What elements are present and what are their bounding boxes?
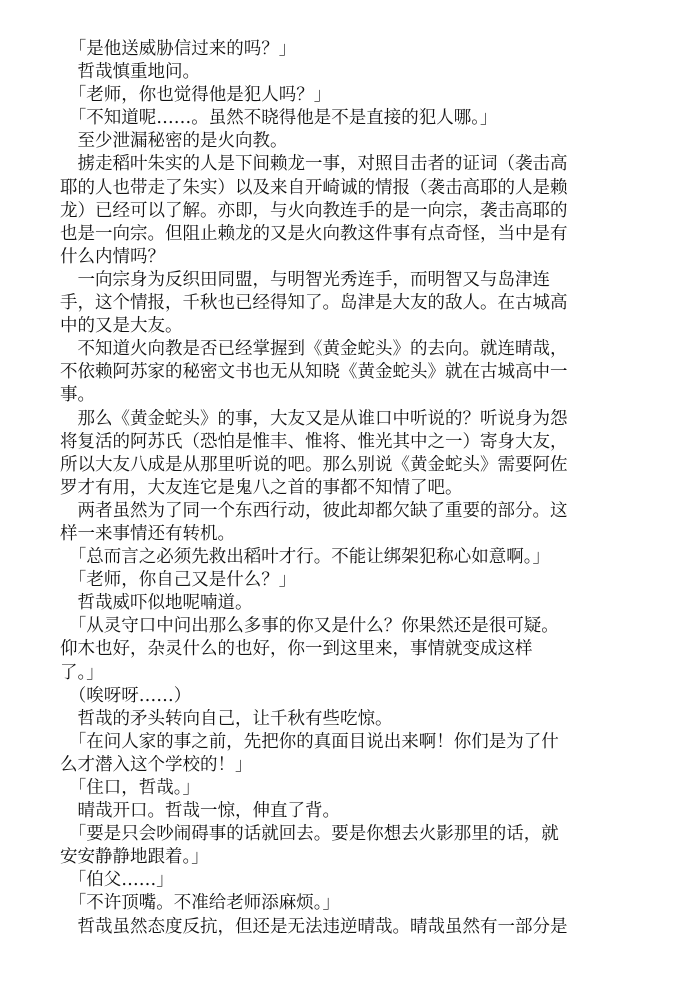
text-line: 将复活的阿苏氏（恐怕是惟丰、惟将、惟光其中之一）寄身大友， <box>60 431 568 452</box>
text-line: 一向宗身为反织田同盟，与明智光秀连手，而明智又与岛津连 <box>60 269 550 290</box>
text-line: 掳走稻叶朱实的人是下间赖龙一事，对照目击者的证词（袭击高 <box>60 154 568 175</box>
body-paragraph <box>60 38 635 61</box>
text-line: 罗才有用，大友连它是鬼八之首的事都不知情了吧。 <box>60 477 463 498</box>
text-line: 「老师，你也觉得他是犯人吗？」 <box>60 85 332 106</box>
body-paragraph <box>60 84 635 107</box>
text-line: 哲哉慎重地问。 <box>60 62 200 83</box>
text-line: 两者虽然为了同一个东西行动，彼此却都欠缺了重要的部分。这 <box>60 500 568 521</box>
body-paragraph <box>60 130 635 153</box>
text-line: 晴哉开口。哲哉一惊，伸直了背。 <box>60 801 340 822</box>
body-paragraph <box>60 615 635 684</box>
text-line: 不知道火向教是否已经掌握到《黄金蛇头》的去向。就连晴哉， <box>60 339 568 360</box>
body-paragraph <box>60 731 635 777</box>
text-line: 「住口，哲哉。」 <box>60 778 200 798</box>
text-line: 安安静静地跟着。」 <box>60 847 209 868</box>
text-line: 手，这个情报，千秋也已经得知了。岛津是大友的敌人。在古城高 <box>60 293 568 314</box>
body-paragraph <box>60 823 635 869</box>
body-paragraph <box>60 569 635 592</box>
text-line: 不依赖阿苏家的秘密文书也无从知晓《黄金蛇头》就在古城高中一 <box>60 362 568 383</box>
text-line: 「从灵守口中问出那么多事的你又是什么？你果然还是很可疑。 <box>60 616 559 637</box>
body-paragraph <box>60 153 635 268</box>
body-paragraph <box>60 107 635 130</box>
text-line: 「是他送威胁信过来的吗？」 <box>60 39 297 59</box>
text-line: 中的又是大友。 <box>60 316 183 337</box>
body-paragraph <box>60 269 635 338</box>
text-line: （唉呀呀……） <box>60 685 192 706</box>
text-line: 耶的人也带走了朱实）以及来自开崎诚的情报（袭击高耶的人是赖 <box>60 177 568 198</box>
text-line: 「不知道呢……。虽然不晓得他是不是直接的犯人哪。」 <box>60 108 498 129</box>
body-paragraph <box>60 685 635 708</box>
body-paragraph <box>60 869 635 892</box>
body-paragraph <box>60 61 635 84</box>
body-paragraph <box>60 892 635 915</box>
text-line: 仰木也好，杂灵什么的也好，你一到这里来，事情就变成这样 <box>60 639 533 660</box>
body-paragraph <box>60 800 635 823</box>
body-paragraph <box>60 708 635 731</box>
text-line: 什么内情吗？ <box>60 246 165 267</box>
text-line: 至少泄漏秘密的是火向教。 <box>60 131 288 152</box>
body-paragraph <box>60 777 635 800</box>
text-line: 龙）已经可以了解。亦即，与火向教连手的是一向宗，袭击高耶的 <box>60 200 568 221</box>
text-line: 样一来事情还有转机。 <box>60 523 235 544</box>
text-line: 「总而言之必须先救出稻叶才行。不能让绑架犯称心如意啊。」 <box>60 547 550 568</box>
body-paragraph <box>60 916 635 939</box>
text-line: 哲哉威吓似地呢喃道。 <box>60 593 253 614</box>
body-paragraph <box>60 500 635 546</box>
body-paragraph <box>60 338 635 407</box>
text-line: 了。」 <box>60 662 104 683</box>
text-line: 「老师，你自己又是什么？」 <box>60 570 297 591</box>
document-page <box>60 38 635 939</box>
body-paragraph <box>60 546 635 569</box>
text-line: 「不许顶嘴。不准给老师添麻烦。」 <box>60 893 340 914</box>
text-line: 那么《黄金蛇头》的事，大友又是从谁口中听说的？听说身为怨 <box>60 408 568 429</box>
text-line: 哲哉的矛头转向自己，让千秋有些吃惊。 <box>60 708 393 729</box>
text-line: 哲哉虽然态度反抗，但还是无法违逆晴哉。晴哉虽然有一部分是 <box>60 916 568 937</box>
text-line: 所以大友八成是从那里听说的吧。那么别说《黄金蛇头》需要阿佐 <box>60 454 568 475</box>
text-line: 事。 <box>60 385 95 406</box>
text-line: 「在问人家的事之前，先把你的真面目说出来啊！你们是为了什 <box>60 731 559 752</box>
body-paragraph <box>60 592 635 615</box>
text-line: 也是一向宗。但阻止赖龙的又是火向教这件事有点奇怪，当中是有 <box>60 223 568 244</box>
text-line: 「要是只会吵闹碍事的话就回去。要是你想去火影那里的话，就 <box>60 824 559 845</box>
text-line: 么才潜入这个学校的！」 <box>60 754 253 775</box>
text-line: 「伯父……」 <box>60 870 174 891</box>
body-paragraph <box>60 408 635 500</box>
